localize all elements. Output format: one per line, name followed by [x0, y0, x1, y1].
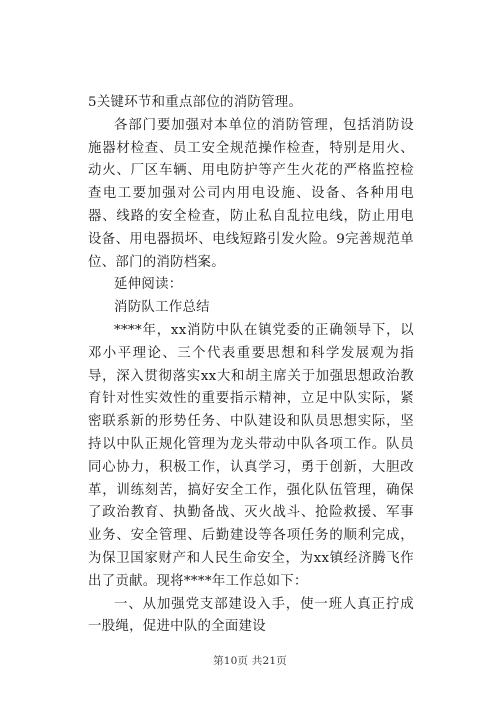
- paragraph-party-building: 一、从加强党支部建设入手，使一班人真正拧成一股绳，促进中队的全面建设: [88, 596, 414, 635]
- paragraph-extended-reading: 延伸阅读：: [114, 277, 183, 293]
- page-number-footer: 第10页 共21页: [213, 655, 287, 667]
- paragraph-summary-title: 消防队工作总结: [114, 300, 210, 316]
- paragraph-section-heading: 5关键环节和重点部位的消防管理。: [88, 95, 303, 110]
- paragraph-fire-management: 各部门要加强对本单位的消防管理，包括消防设施器材检查、员工安全规范操作检查，特别是用火、动火、厂区车辆、用电防护等产生火花的严格监控检查电工要加强对公司内用电设施、设备、各种用电器、线路的安全检查，防止私自乱拉电线，防止用电设备、用电器损坏、电线短路引发火险。9完善规范单位、部门的消防档案。: [88, 117, 414, 270]
- document-body: [88, 92, 414, 639]
- paragraph-annual-summary: ****年，xx消防中队在镇党委的正确领导下，以邓小平理论、三个代表重要思想和科学发展观为指导，深入贯彻落实xx大和胡主席关于加强思想政治教育针对性实效性的重要指示精神，立足中队实际，紧密联系新的形势任务、中队建设和队员思想实际，坚持以中队正规化管理为龙头带动中队各项工作。队员同心协力，积极工作，认真学习，勇于创新，大胆改革，训练刻苦，搞好安全工作，强化队伍管理，确保了政治教育、执勤备战、灭火战斗、抢险救援、军事业务、安全管理、后勤建设等各项任务的顺利完成，为保卫国家财产和人民生命安全，为xx镇经济腾飞作出了贡献。现将****年工作总如下：: [88, 322, 414, 589]
